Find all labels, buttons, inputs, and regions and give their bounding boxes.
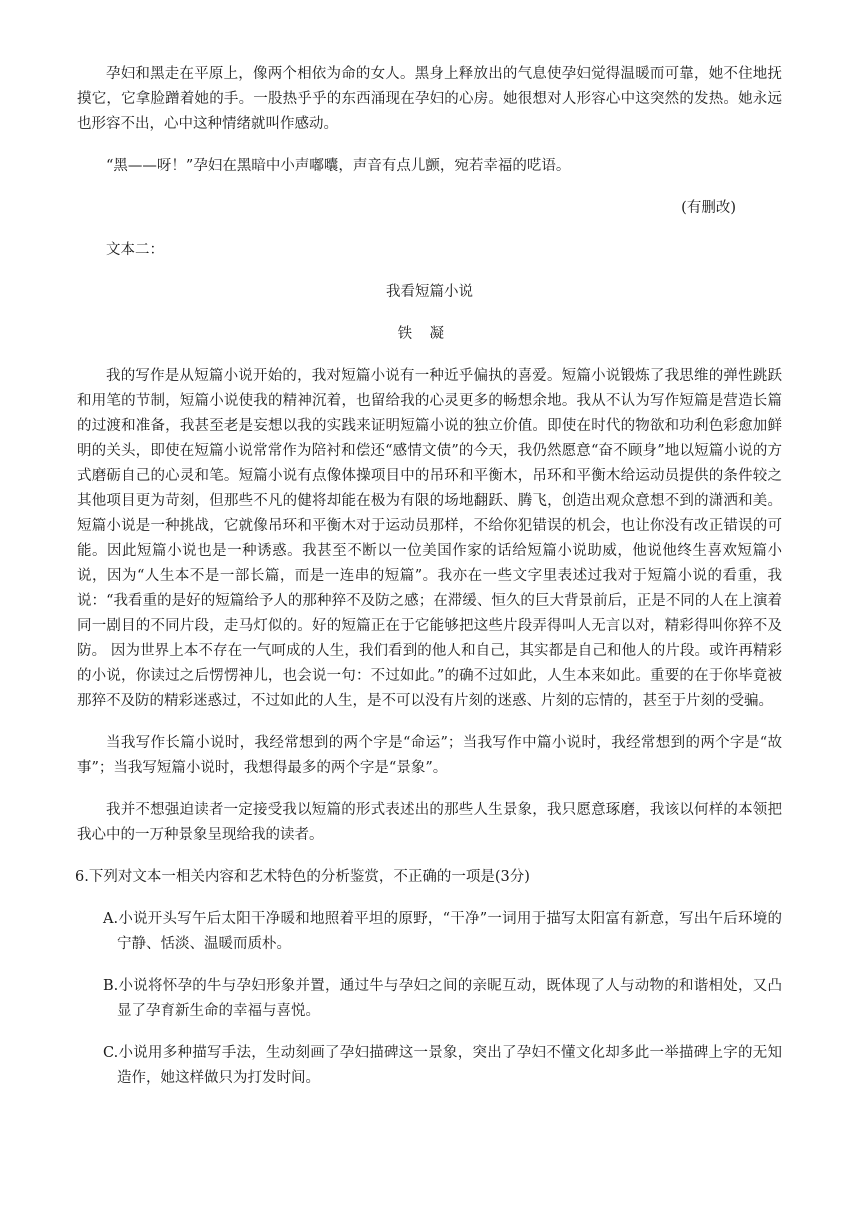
question-option-a: A.小说开头写午后太阳干净暖和地照着平坦的原野，“干净”一词用于描写太阳富有新意，写出午后环境的宁静、恬淡、温暖而质朴。 [103,911,782,952]
abridged-note: (有删改) [681,200,736,216]
text1-paragraph: “黑——呀！”孕妇在黑暗中小声嘟囔，声音有点儿颤，宛若幸福的呓语。 [106,158,571,174]
question-stem: 6.下列对文本一相关内容和艺术特色的分析鉴赏，不正确的一项是(3分) [75,869,530,885]
text2-paragraph: 我并不想强迫读者一定接受我以短篇的形式表述出的那些人生景象，我只愿意琢磨，我该以何样的本领把我心中的一万种景象呈现给我的读者。 [77,802,782,843]
question-option-c: C.小说用多种描写手法，生动刻画了孕妇描碑这一景象，突出了孕妇不懂文化却多此一举描碑上字的无知造作，她这样做只为打发时间。 [103,1045,782,1086]
article-title: 我看短篇小说 [386,284,473,300]
text1-paragraph: 孕妇和黑走在平原上，像两个相依为命的女人。黑身上释放出的气息使孕妇觉得温暖而可靠，她不住地抚摸它，它拿脸蹭着她的手。一股热乎乎的东西涌现在孕妇的心房。她很想对人形容心中这突然的发热。她永远也形容不出，心中这种情绪就叫作感动。 [77,66,782,132]
text2-paragraph: 当我写作长篇小说时，我经常想到的两个字是“命运”；当我写作中篇小说时，我经常想到的两个字是“故事”；当我写短篇小说时，我想得最多的两个字是“景象”。 [77,735,782,776]
text2-paragraph: 我的写作是从短篇小说开始的，我对短篇小说有一种近乎偏执的喜爱。短篇小说锻炼了我思维的弹性跳跃和用笔的节制，短篇小说使我的精神沉着，也留给我的心灵更多的畅想余地。我从不认为写作短篇是营造长篇的过渡和准备，我甚至老是妄想以我的实践来证明短篇小说的独立价值。即使在时代的物欲和功利色彩愈加鲜明的关头，即使在短篇小说常常作为陪衬和偿还“感情文债”的今天，我仍然愿意“奋不顾身”地以短篇小说的方式磨砺自己的心灵和笔。短篇小说有点像体操项目中的吊环和平衡木，吊环和平衡木给运动员提供的条件较之其他项目更为苛刻，但那些不凡的健将却能在极为有限的场地翻跃、腾飞，创造出观众意想不到的潇洒和美。短篇小说是一种挑战，它就像吊环和平衡木对于运动员那样，不给你犯错误的机会，也让你没有改正错误的可能。因此短篇小说也是一种诱惑。我甚至不断以一位美国作家的话给短篇小说助威，他说他终生喜欢短篇小说，因为“人生本不是一部长篇，而是一连串的短篇”。我亦在一些文字里表述过我对于短篇小说的看重，我说：“我看重的是好的短篇给予人的那种猝不及防之感；在滞缓、恒久的巨大背景前后，正是不同的人在上演着同一剧目的不同片段，走马灯似的。好的短篇正在于它能够把这些片段弄得叫人无言以对，精彩得叫你猝不及防。 因为世界上本不存在一气呵成的人生，我们看到的他人和自己，其实都是自己和他人的片段。或许再精彩的小说，你读过之后愣愣神儿，也会说一句：不过如此。”的确不过如此，人生本来如此。重要的在于你毕竟被那猝不及防的精彩迷惑过，不过如此的人生，是不可以没有片刻的迷惑、片刻的忘情的，甚至于片刻的受骗。 [77,368,782,709]
text2-label: 文本二： [106,242,164,258]
document-page [77,62,782,1108]
article-author-line [77,322,782,347]
article-author: 铁凝 [397,326,462,342]
question-option-b: B.小说将怀孕的牛与孕妇形象并置，通过牛与孕妇之间的亲昵互动，既体现了人与动物的和谐相处，又凸显了孕育新生命的幸福与喜悦。 [103,978,782,1019]
